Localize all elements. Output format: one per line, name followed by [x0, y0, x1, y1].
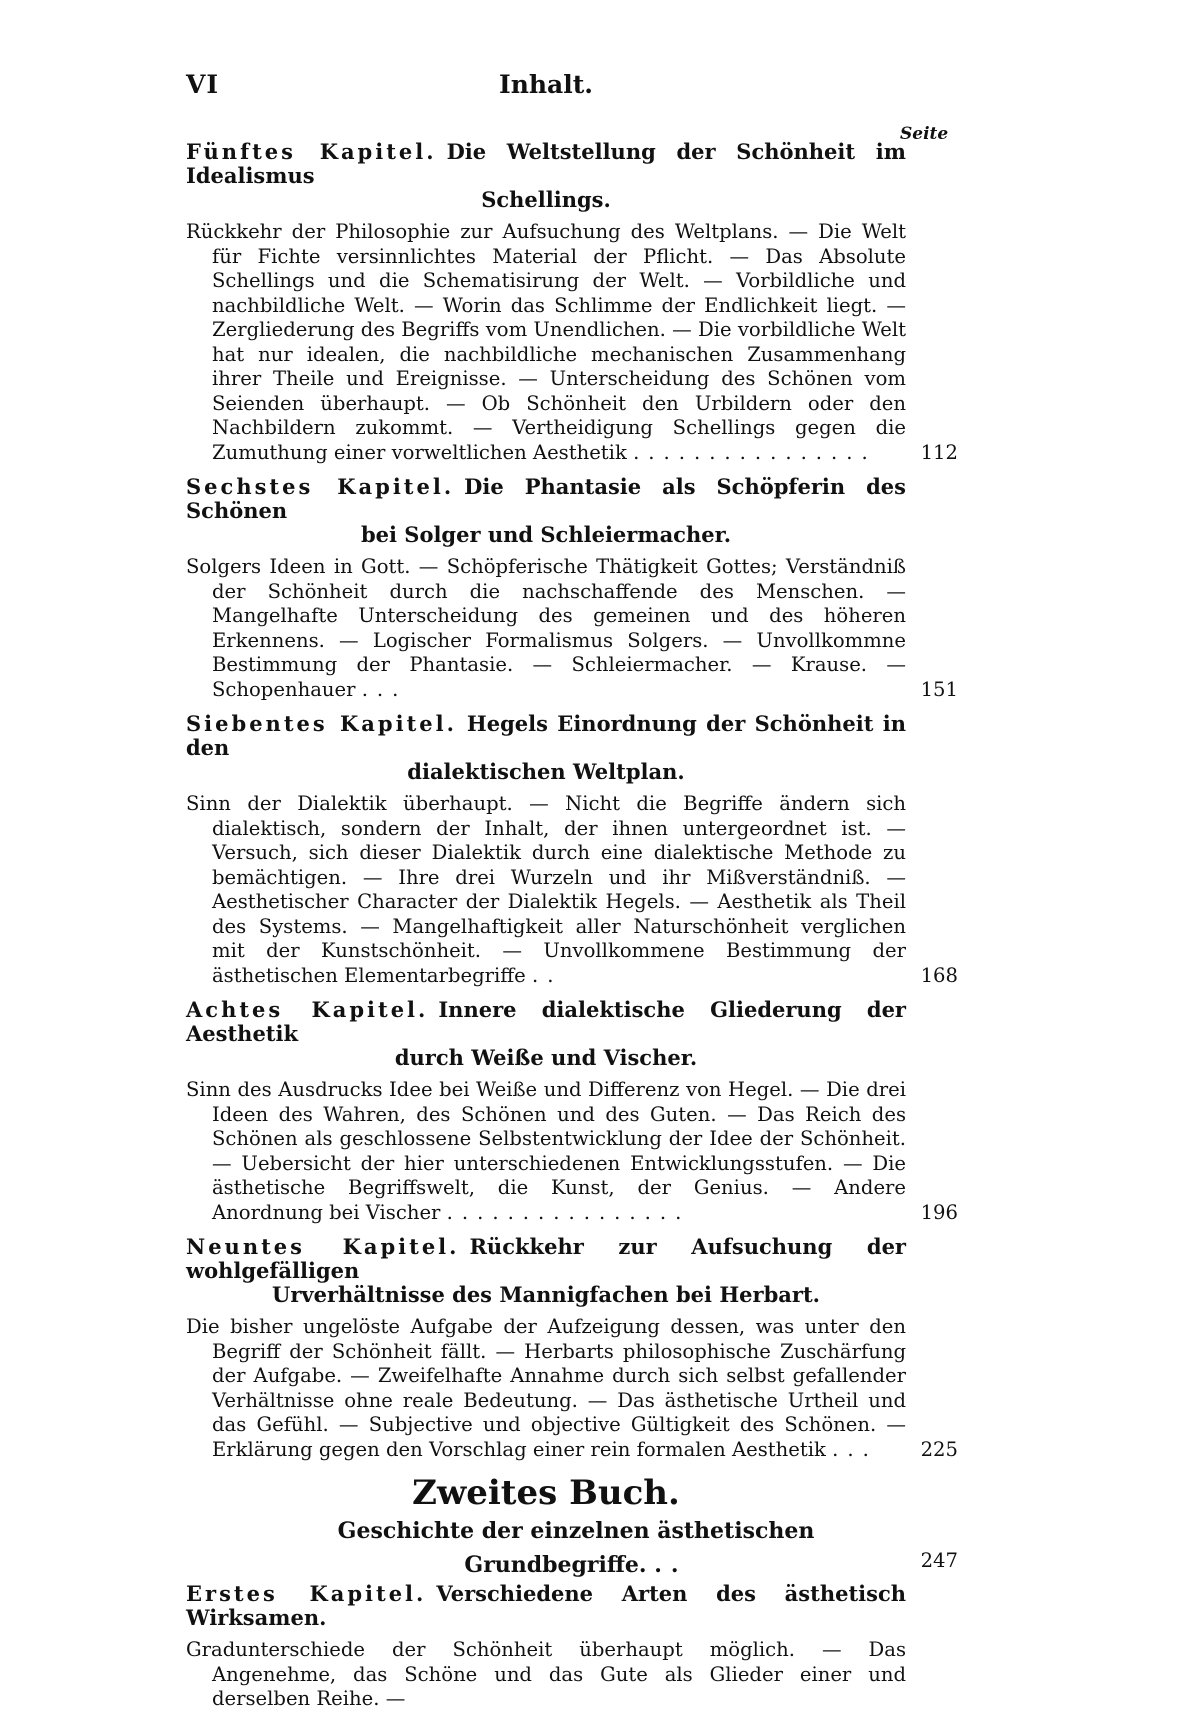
page-header	[186, 70, 906, 110]
chapter-entry	[186, 711, 958, 988]
summary-text: Sinn der Dialektik überhaupt. — Nicht die Begriffe ändern sich dialektisch, sondern der Inhalt, der ihnen untergeordnet ist. — Versuch, sich dieser Dialektik durch eine dialektische Methode zu bemächtigen. — Ihre drei Wurzeln und ihr Mißverständniß. — Aesthetischer Character der Dialektik Hegels. — Aesthetik als Theil des Systems. — Mangelhaftigkeit aller Naturschönheit verglichen mit der Kunstschönheit. — Unvollkommene Bestimmung der ästhetischen Elementarbegriffe	[186, 792, 906, 987]
chapter-title-line1: Hegels Einordnung der Schönheit in den	[186, 711, 906, 760]
chapter-entry	[186, 474, 958, 702]
page-reference: 247	[920, 1549, 958, 1572]
chapter-label: Erstes Kapitel.	[186, 1581, 427, 1606]
chapter-title-line2: dialektischen Weltplan.	[407, 759, 685, 784]
page-number: VI	[186, 70, 220, 99]
table-of-contents	[186, 139, 958, 1722]
chapter-label: Siebentes Kapitel.	[186, 711, 457, 736]
chapter-title-line2: durch Weiße und Vischer.	[394, 1045, 698, 1070]
summary-text: Sinn des Ausdrucks Idee bei Weiße und Differenz von Hegel. — Die drei Ideen des Wahren, des Schönen und des Guten. — Das Reich des Schönen als geschlossene Selbstentwicklung der Idee der Schönheit. — Uebersicht der hier unterschiedenen Entwicklungsstufen. — Die ästhetische Begriffswelt, die Kunst, der Genius. — Andere Anordnung bei Vischer	[186, 1078, 906, 1224]
book-title: Zweites Buch.	[412, 1473, 680, 1513]
summary-text: Die bisher ungelöste Aufgabe der Aufzeigung dessen, was unter den Begriff der Schönheit fällt. — Herbarts philosophische Zuschärfung der Aufgabe. — Zweifelhafte Annahme durch sich selbst gefallender Verhältnisse ohne reale Bedeutung. — Das ästhetische Urtheil und das Gefühl. — Subjective und objective Gültigkeit des Schönen. — Erklärung gegen den Vorschlag einer rein formalen Aesthetik	[186, 1315, 906, 1461]
chapter-summary	[186, 1638, 906, 1712]
chapter-title-line1: Die Phantasie als Schöpferin des Schönen	[186, 474, 906, 523]
chapter-title-line1: Die Weltstellung der Schönheit im Idealismus	[186, 139, 906, 188]
dot-leader: ................	[446, 1200, 691, 1224]
page-reference: 151	[920, 677, 958, 701]
chapter-entry	[186, 1582, 906, 1712]
chapter-entry	[186, 139, 958, 465]
chapter-label: Fünftes Kapitel.	[186, 139, 437, 164]
chapter-label: Sechstes Kapitel.	[186, 474, 455, 499]
chapter-title-line1: Verschiedene Arten des ästhetisch Wirksamen.	[186, 1581, 906, 1630]
book-subtitle	[246, 1514, 958, 1582]
chapter-summary	[186, 555, 958, 702]
book-subtitle-text: Geschichte der einzelnen ästhetischen Grundbegriffe.	[337, 1518, 815, 1578]
page-reference: 168	[920, 963, 958, 987]
page-reference: 196	[920, 1200, 958, 1224]
chapter-title	[186, 140, 906, 212]
chapter-summary	[186, 1078, 958, 1225]
dot-leader: ...	[361, 677, 408, 701]
summary-text: Gradunterschiede der Schönheit überhaupt möglich. — Das Angenehme, das Schöne und das Gute als Glieder einer und derselben Reihe. —	[186, 1638, 906, 1710]
chapter-title	[186, 1235, 906, 1307]
chapter-title-line2: bei Solger und Schleiermacher.	[360, 522, 732, 547]
chapter-summary	[186, 1315, 958, 1462]
page-reference: 225	[920, 1437, 958, 1461]
chapter-summary	[186, 792, 958, 988]
running-title: Inhalt.	[499, 70, 593, 99]
dot-leader: ................	[633, 440, 877, 464]
chapter-label: Achtes Kapitel.	[186, 997, 429, 1022]
dot-leader: ...	[832, 1437, 878, 1461]
chapter-entry	[186, 997, 958, 1225]
chapter-title	[186, 1582, 906, 1630]
page-reference: 112	[920, 440, 958, 464]
summary-text: Rückkehr der Philosophie zur Aufsuchung des Weltplans. — Die Welt für Fichte versinnlichtes Material der Pflicht. — Das Absolute Schellings und die Schematisirung der Welt. — Vorbildliche und nachbildliche Welt. — Worin das Schlimme der Endlichkeit liegt. — Zergliederung des Begriffs vom Unendlichen. — Die vorbildliche Welt hat nur idealen, die nachbildliche mechanischen Zusammenhang ihrer Theile und Ereignisse. — Unterscheidung des Schönen vom Seienden überhaupt. — Ob Schönheit den Urbildern oder den Nachbildern zukommt. — Vertheidigung Schellings gegen die Zumuthung einer vorweltlichen Aesthetik	[186, 220, 906, 464]
chapter-title	[186, 998, 906, 1070]
chapter-title-line1: Rückkehr zur Aufsuchung der wohlgefälligen	[186, 1234, 906, 1283]
dot-leader: ..	[654, 1552, 688, 1578]
page-column-label: Seite	[900, 124, 949, 144]
dot-leader: ..	[532, 963, 563, 987]
chapter-summary	[186, 220, 958, 465]
chapter-title-line1: Innere dialektische Gliederung der Aesthetik	[186, 997, 906, 1046]
summary-text: Solgers Ideen in Gott. — Schöpferische Thätigkeit Gottes; Verständniß der Schönheit durch die nachschaffende des Menschen. — Mangelhafte Unterscheidung des gemeinen und des höheren Erkennens. — Logischer Formalismus Solgers. — Unvollkommne Bestimmung der Phantasie. — Schleiermacher. — Krause. — Schopenhauer	[186, 555, 906, 701]
chapter-entry	[186, 1234, 958, 1462]
chapter-title	[186, 475, 906, 547]
chapter-label: Neuntes Kapitel.	[186, 1234, 460, 1259]
chapter-title-line2: Urverhältnisse des Mannigfachen bei Herbart.	[272, 1282, 820, 1307]
book-heading	[186, 1472, 958, 1582]
chapter-title-line2: Schellings.	[481, 187, 611, 212]
chapter-title	[186, 712, 906, 784]
